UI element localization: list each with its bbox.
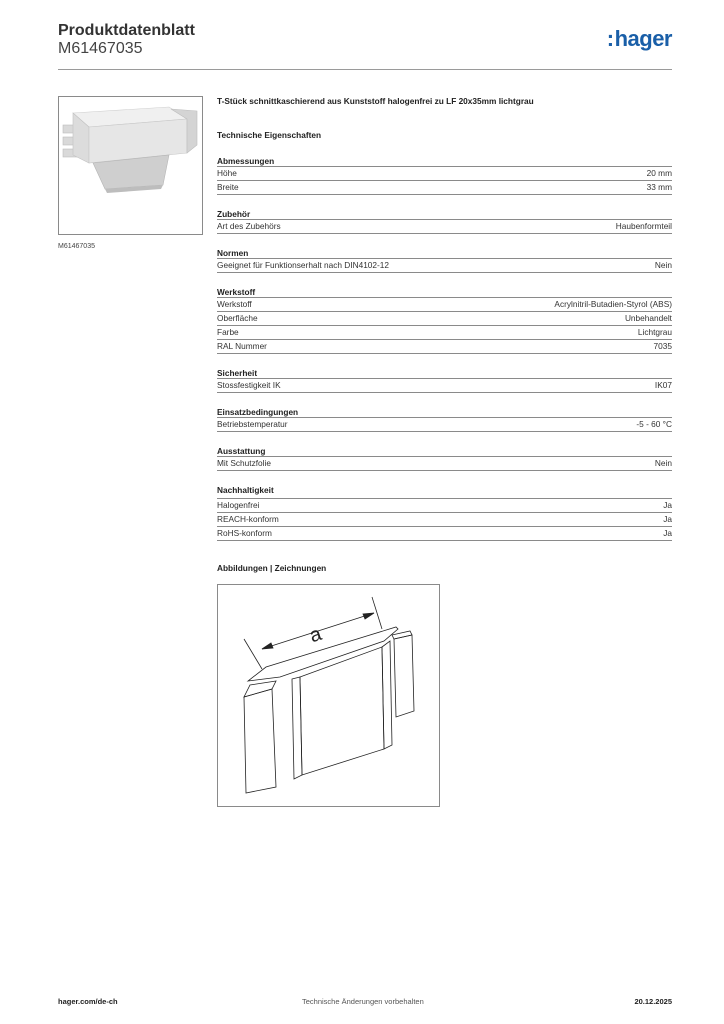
spec-value: Ja — [663, 514, 672, 524]
document-title: Produktdatenblatt — [58, 22, 195, 39]
spec-label: Art des Zubehörs — [217, 221, 281, 231]
section-abmessungen — [217, 156, 672, 195]
spec-value: Nein — [654, 260, 672, 270]
logo-text: hager — [614, 26, 672, 51]
spec-label: Halogenfrei — [217, 500, 260, 510]
footer-note: Technische Änderungen vorbehalten — [302, 997, 424, 1006]
spec-row — [217, 418, 672, 432]
spec-value: 33 mm — [646, 182, 672, 192]
spec-label: RAL Nummer — [217, 341, 267, 351]
spec-label: Breite — [217, 182, 239, 192]
spec-row — [217, 457, 672, 471]
section-sicherheit — [217, 368, 672, 393]
page-header — [58, 20, 672, 70]
hager-logo — [607, 26, 672, 52]
spec-row — [217, 326, 672, 340]
page-footer — [58, 997, 672, 1011]
product-description: T-Stück schnittkaschierend aus Kunststoff halogenfrei zu LF 20x35mm lichtgrau — [217, 96, 534, 106]
section-title: Zubehör — [217, 209, 672, 220]
section-nachhaltigkeit — [217, 485, 672, 541]
spec-label: Oberfläche — [217, 313, 258, 323]
product-image — [58, 96, 203, 235]
spec-label: Werkstoff — [217, 299, 252, 309]
spec-label: REACH-konform — [217, 514, 279, 524]
spec-label: Mit Schutzfolie — [217, 458, 271, 468]
section-title: Abmessungen — [217, 156, 672, 167]
logo-dots-icon: : — [606, 26, 614, 51]
spec-label: Farbe — [217, 327, 239, 337]
spec-value: Haubenformteil — [615, 221, 672, 231]
spec-row — [217, 527, 672, 541]
section-title: Normen — [217, 248, 672, 259]
section-title: Werkstoff — [217, 287, 672, 298]
section-title: Ausstattung — [217, 446, 672, 457]
section-title: Einsatzbedingungen — [217, 407, 672, 418]
spec-value: IK07 — [654, 380, 672, 390]
spec-row — [217, 181, 672, 195]
spec-label: Höhe — [217, 168, 237, 178]
tech-properties-heading: Technische Eigenschaften — [217, 130, 322, 140]
spec-value: Lichtgrau — [637, 327, 672, 337]
spec-row — [217, 340, 672, 354]
spec-value: Unbehandelt — [624, 313, 672, 323]
spec-value: Acrylnitril-Butadien-Styrol (ABS) — [554, 299, 672, 309]
t-piece-photo-icon — [59, 97, 202, 234]
footer-date: 20.12.2025 — [634, 997, 672, 1006]
figures-heading: Abbildungen | Zeichnungen — [217, 563, 327, 573]
section-zubehoer — [217, 209, 672, 234]
footer-url[interactable]: hager.com/de-ch — [58, 997, 118, 1006]
spec-row — [217, 513, 672, 527]
spec-row — [217, 220, 672, 234]
spec-row — [217, 298, 672, 312]
spec-label: RoHS-konform — [217, 528, 272, 538]
spec-label: Stossfestigkeit IK — [217, 380, 281, 390]
section-ausstattung — [217, 446, 672, 471]
section-normen — [217, 248, 672, 273]
spec-row — [217, 499, 672, 513]
spec-value: Nein — [654, 458, 672, 468]
spec-value: 20 mm — [646, 168, 672, 178]
section-title: Sicherheit — [217, 368, 672, 379]
spec-row — [217, 312, 672, 326]
spec-value: -5 - 60 °C — [636, 419, 672, 429]
section-einsatzbedingungen — [217, 407, 672, 432]
article-number: M61467035 — [58, 40, 143, 57]
t-piece-drawing-icon — [218, 585, 439, 806]
spec-value: Ja — [663, 528, 672, 538]
section-werkstoff — [217, 287, 672, 354]
spec-row — [217, 259, 672, 273]
spec-row — [217, 167, 672, 181]
spec-row — [217, 379, 672, 393]
spec-label: Betriebstemperatur — [217, 419, 288, 429]
spec-value: 7035 — [653, 341, 672, 351]
section-title: Nachhaltigkeit — [217, 485, 672, 499]
technical-drawing — [217, 584, 440, 807]
dimension-label: a — [306, 622, 325, 648]
spec-value: Ja — [663, 500, 672, 510]
image-caption: M61467035 — [58, 243, 95, 250]
spec-label: Geeignet für Funktionserhalt nach DIN4102-12 — [217, 260, 390, 270]
spec-content — [217, 96, 672, 575]
